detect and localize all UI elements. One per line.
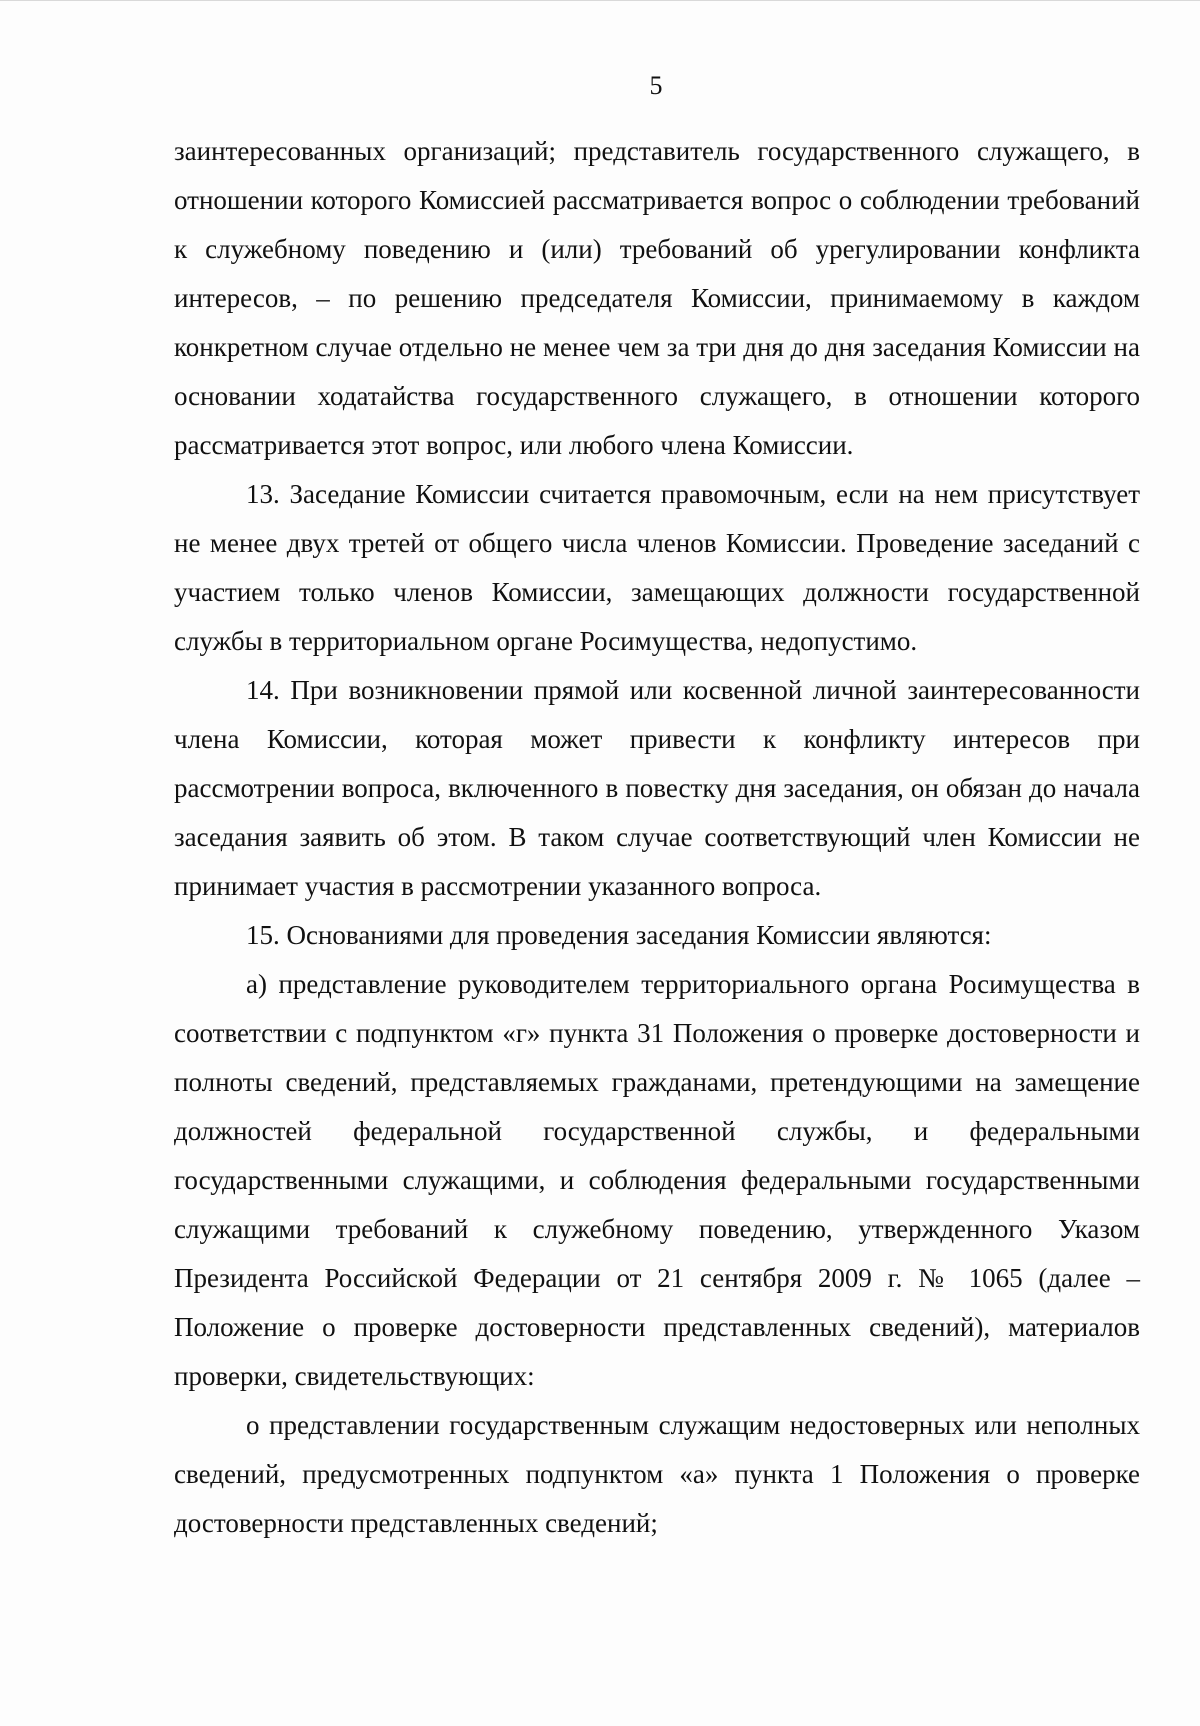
subparagraph-a: а) представление руководителем территориального органа Росимущества в соответствии с подпунктом «г» пункта 31 Положения о проверке достоверности и полноты сведений, представляемых гражданами, претендующими на замещение должностей федеральной государственной службы, и федеральными государственными служащими, и соблюдения федеральными государственными служащими требований к служебному поведению, утвержденного Указом Президента Российской Федерации от 21 сентября 2009 г. № 1065 (далее – Положение о проверке достоверности представленных сведений), материалов проверки, свидетельствующих:	[174, 969, 1140, 1391]
document-body	[174, 127, 1140, 1548]
paragraph-13: 13. Заседание Комиссии считается правомочным, если на нем присутствует не менее двух третей от общего числа членов Комиссии. Проведение заседаний с участием только членов Комиссии, замещающих должности государственной службы в территориальном органе Росимущества, недопустимо.	[174, 479, 1140, 656]
paragraph-14: 14. При возникновении прямой или косвенной личной заинтересованности члена Комиссии, которая может привести к конфликту интересов при рассмотрении вопроса, включенного в повестку дня заседания, он обязан до начала заседания заявить об этом. В таком случае соответствующий член Комиссии не принимает участия в рассмотрении указанного вопроса.	[174, 675, 1140, 901]
page-number: 5	[649, 71, 663, 100]
paragraph-continuation: заинтересованных организаций; представитель государственного служащего, в отношении которого Комиссией рассматривается вопрос о соблюдении требований к служебному поведению и (или) требований об урегулировании конфликта интересов, – по решению председателя Комиссии, принимаемому в каждом конкретном случае отдельно не менее чем за три дня до дня заседания Комиссии на основании ходатайства государственного служащего, в отношении которого рассматривается этот вопрос, или любого члена Комиссии.	[174, 136, 1140, 460]
subparagraph-a-item-1: о представлении государственным служащим недостоверных или неполных сведений, предусмотренных подпунктом «а» пункта 1 Положения о проверке достоверности представленных сведений;	[174, 1410, 1140, 1538]
paragraph-15: 15. Основаниями для проведения заседания Комиссии являются:	[246, 920, 992, 950]
